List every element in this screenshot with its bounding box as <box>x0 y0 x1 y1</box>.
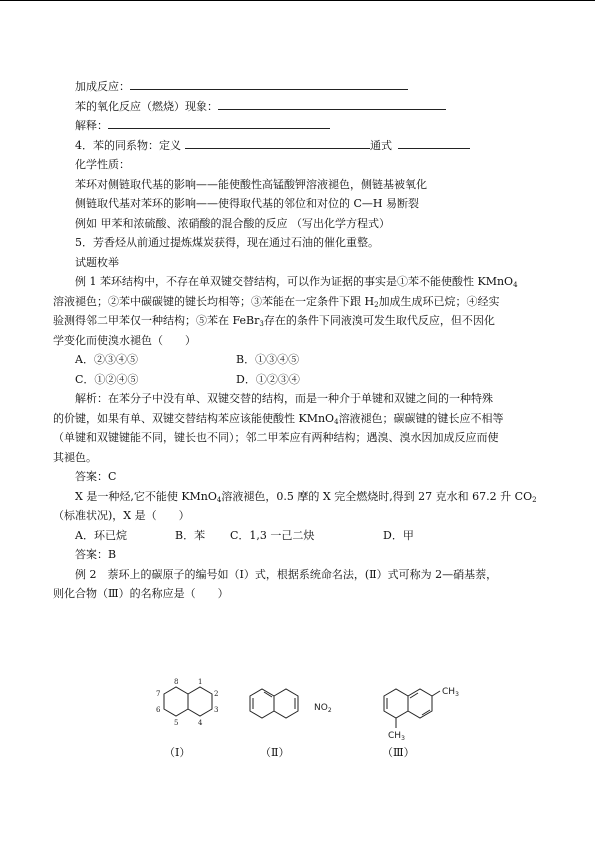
section-title-text: 试题枚举 <box>75 255 119 269</box>
position-number: 5 <box>174 719 179 727</box>
addition-label: 加成反应： <box>75 80 130 93</box>
figure-label-1: （Ⅰ） <box>164 746 191 759</box>
answer2-line <box>75 545 555 565</box>
naphthalene-numbered-figure <box>144 678 220 740</box>
subscript: 3 <box>455 691 459 698</box>
position-number: 8 <box>174 678 179 686</box>
nitro-label: NO <box>314 703 328 713</box>
subscript: 2 <box>374 300 379 309</box>
option-b[interactable]: B．①③④⑤ <box>236 353 300 366</box>
methyl-label: CH <box>442 687 456 697</box>
addition-line <box>75 77 555 97</box>
aromatic-text: 5．芳香烃从前通过提炼煤炭获得，现在通过石油的催化重整。 <box>75 236 379 249</box>
oxidation-line <box>75 97 555 117</box>
document-body <box>53 77 555 604</box>
analysis-text: 解析：在苯分子中没有单、双键交替的结构，而是一种介于单键和双键之间的一种特殊 <box>75 392 493 405</box>
option-a[interactable]: A．环已烷 <box>75 528 127 542</box>
ex1-text: 溶液褪色；②苯中碳碳键的键长均相等；③苯能在一定条件下跟 H <box>53 294 375 308</box>
ex2-line2 <box>53 584 555 604</box>
methyl-bond <box>432 691 440 696</box>
ex2-text: 则化合物（Ⅲ）的名称应是（ ） <box>53 587 229 600</box>
ex1-options-1 <box>75 350 555 370</box>
answer-blank[interactable] <box>185 136 370 149</box>
effect1-text: 苯环对侧链取代基的影响——能使酸性高锰酸钾溶液褪色，侧链基被氧化 <box>75 177 427 191</box>
analysis-text: 的价键，如果有单、双键交替结构苯应该能使酸性 KMnO <box>53 411 335 425</box>
answer-blank[interactable] <box>398 136 470 149</box>
nitronaphthalene-figure <box>242 678 352 738</box>
oxidation-label: 苯的氧化反应（燃烧）现象： <box>75 99 218 113</box>
ex1-line2 <box>53 292 555 312</box>
subscript: 3 <box>259 320 264 328</box>
answer1-text: 答案：C <box>75 470 117 483</box>
question-text: X 是一种烃,它不能使 KMnO <box>75 489 217 503</box>
position-number: 4 <box>198 719 203 727</box>
homolog-definition-label: 4．苯的同系物：定义 <box>75 138 181 152</box>
question-text: （标准状况)，X 是（ ） <box>53 509 190 522</box>
ex1-text: 例 1 苯环结构中，不存在单双键交替结构，可以作为证据的事实是①苯不能使酸性 KMnO <box>75 275 514 288</box>
effect1-line <box>75 175 555 195</box>
explain-line <box>75 116 555 136</box>
subscript: 2 <box>532 495 537 504</box>
example-text: 例如 甲苯和浓硫酸、浓硝酸的混合酸的反应 （写出化学方程式） <box>75 216 390 230</box>
position-number: 1 <box>198 678 203 686</box>
homolog-formula-label: 通式 <box>370 138 392 152</box>
option-b[interactable]: B．苯 <box>175 528 206 542</box>
answer-blank[interactable] <box>218 97 446 110</box>
option-d[interactable]: D．甲 <box>383 528 414 542</box>
option-a[interactable]: A．②③④⑤ <box>75 353 138 366</box>
ex1-text: 存在的条件下同液溴可发生取代反应，但不因化 <box>263 314 495 327</box>
example-line <box>75 214 555 234</box>
position-number: 7 <box>156 690 161 698</box>
subscript: 4 <box>334 417 339 426</box>
ex2-line1 <box>75 565 555 585</box>
x-options <box>75 526 555 546</box>
svg-text:CH3 <box>388 731 405 742</box>
top-rule <box>0 0 595 1</box>
analysis-line1 <box>75 389 555 409</box>
ring-right <box>274 689 298 718</box>
analysis-line3 <box>53 428 555 448</box>
subscript: 3 <box>401 735 405 742</box>
subscript: 4 <box>513 281 518 289</box>
svg-text:NO2 <box>314 703 332 714</box>
x-line2 <box>53 506 555 526</box>
ring-left <box>384 689 408 718</box>
effect2-text: 侧链取代基对苯环的影响——使得取代基的邻位和对位的 C—H 易断裂 <box>75 197 420 210</box>
analysis-line2 <box>53 409 555 429</box>
answer-blank[interactable] <box>108 116 330 129</box>
ring-right <box>408 689 432 718</box>
ring-left <box>250 689 274 718</box>
position-number: 2 <box>214 690 219 698</box>
chem-prop-line <box>75 155 555 175</box>
analysis-text: （单键和双键键能不同，键长也不同）；邻二甲苯应有两种结构；遇溴、溴水因加成反应而使 <box>53 431 499 444</box>
answer1-line <box>75 467 555 487</box>
x-line1 <box>75 487 555 507</box>
structure-figures <box>130 678 510 768</box>
ex1-line3 <box>53 311 555 331</box>
analysis-line4 <box>53 448 555 468</box>
subscript: 4 <box>216 495 222 504</box>
position-number: 3 <box>214 706 219 714</box>
ex1-text: 加成生成环已烷；④经实 <box>378 294 500 308</box>
analysis-text: 其褪色。 <box>53 450 97 464</box>
homolog-line <box>75 136 555 156</box>
section-title <box>75 253 555 273</box>
analysis-text: 溶液褪色；碳碳键的键长应不相等 <box>338 411 504 425</box>
ex1-text: 学变化而使溴水褪色（ ） <box>53 333 196 347</box>
answer-blank[interactable] <box>130 77 408 90</box>
figure-label-3: （Ⅲ） <box>382 746 415 759</box>
option-c[interactable]: C．1,3 一己二炔 <box>230 528 315 542</box>
answer2-text: 答案：B <box>75 548 117 561</box>
subscript: 2 <box>327 707 332 714</box>
option-d[interactable]: D．①②③④ <box>236 372 300 386</box>
question-text: 溶液褪色，0.5 摩的 X 完全燃烧时,得到 27 克水和 67.2 升 CO <box>221 489 533 503</box>
ex1-options-2 <box>75 370 555 390</box>
svg-text:CH3 <box>442 687 459 698</box>
ring-right <box>188 687 212 716</box>
ex2-text: 例 2 萘环上的碳原子的编号如（Ⅰ）式，根据系统命名法，(Ⅱ）式可称为 2—硝基萘， <box>75 567 498 581</box>
ex1-text: 验测得邻二甲苯仅一种结构；⑤苯在 FeBr <box>53 314 260 327</box>
aromatic-line <box>75 233 555 253</box>
effect2-line <box>75 194 555 214</box>
dimethylnaphthalene-figure <box>374 678 484 748</box>
methyl-label: CH <box>388 731 402 741</box>
ex1-line1 <box>75 272 555 292</box>
ring-left <box>164 687 188 716</box>
chem-prop-text: 化学性质： <box>75 158 130 171</box>
ex1-line4 <box>53 331 555 351</box>
option-c[interactable]: C．①②④⑤ <box>75 372 139 386</box>
position-number: 6 <box>156 706 161 714</box>
explain-label: 解释： <box>75 119 108 132</box>
figure-label-2: （Ⅱ） <box>260 746 290 759</box>
